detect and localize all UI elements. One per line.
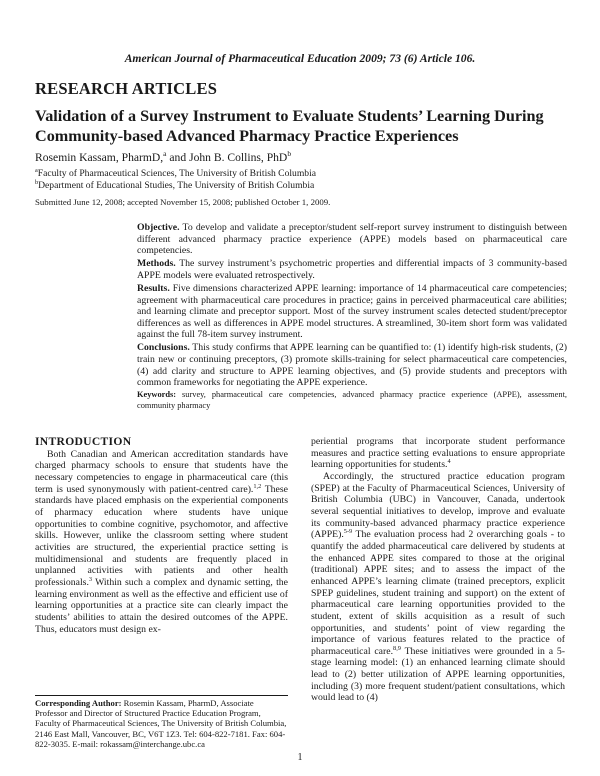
corresponding-author-note: Corresponding Author: Rosemin Kassam, PharmD, Associate Professor and Director of Structured Practice Education Program, Faculty of Pharmaceutical Sciences, The University of British Columbia, 2146 East Mall, Vancouver, BC, V6T 1Z3. Tel: 604-822-7181. Fax: 604-822-3035. E-mail: rokassam@interchange.ubc.ca: [35, 698, 287, 749]
author-2-name: John B. Collins, PhD: [189, 151, 288, 164]
intro-paragraph-1: Both Canadian and American accreditation standards have charged pharmacy schools to ensure that students have the necessary competencies to engage in pharmaceutical care (this term is used synonymously with patient-centred care).$^{1,2}$ These standards have placed emphasis on the experiential components of pharmacy education where students have unique opportunities to combine cognitive, psychomotor, and affective skills. However, unlike the classroom setting where student activities are structured, the experiential practice setting is multidimensional and students are frequently placed in unplanned activities with patients and other health professionals.$^3$ Within such a complex and dynamic setting, the learning environment as well as the effective and efficient use of learning opportunities at a practice site can clearly impact the students’ abilities to attain the desired outcomes of the APPE. Thus, educators must design ex-: [35, 448, 288, 635]
abstract-objective: Objective. To develop and validate a preceptor/student self-report survey instrument to distinguish between different advanced pharmacy practice experience (APPE) models based on pharmaceutical care competencies.: [137, 222, 567, 257]
left-column: [35, 436, 288, 635]
section-heading: RESEARCH ARTICLES: [35, 79, 218, 98]
page-number: 1: [297, 752, 303, 763]
running-head: American Journal of Pharmaceutical Education 2009; 73 (6) Article 106.: [124, 52, 476, 65]
introduction-heading: INTRODUCTION: [35, 435, 132, 448]
abstract-conclusions: Conclusions. This study confirms that APPE learning can be quantified to: (1) identify high-risk students, (2) train new or continuing preceptors, (3) promote skills-training for select pharmaceutical care competencies, (4) add clarity and structure to APPE learning objectives, and (5) provide students and preceptors with common frameworks for negotiating the APPE experience.: [137, 342, 567, 389]
author-line: [35, 151, 291, 164]
submission-dates: Submitted June 12, 2008; accepted November 15, 2008; published October 1, 2009.: [35, 197, 331, 207]
intro-paragraph-1-continued: periential programs that incorporate student performance measures and practice setting evaluations to ensure appropriate learning opportunities for students.$^4$: [311, 436, 565, 471]
abstract-methods: Methods. The survey instrument’s psychometric properties and differential impacts of 3 community-based APPE models were evaluated retrospectively.: [137, 258, 567, 281]
affiliation-a: $^a$Faculty of Pharmaceutical Sciences, The University of British Columbia: [35, 166, 317, 179]
affiliation-b: $^b$Department of Educational Studies, The University of British Columbia: [35, 178, 315, 191]
abstract-results: Results. Five dimensions characterized APPE learning: importance of 14 pharmaceutical care competencies; agreement with pharmaceutical care procedures in practice; gains in perceived pharmaceutical care abilities; and learning climate and preceptor support. Most of the survey instrument scales detected student/preceptor differences as well as differences in APPE model structures. A streamlined, 30-item short form was validated against the full 78-item survey instrument.: [137, 282, 567, 341]
abstract: [137, 222, 567, 413]
intro-paragraph-2: Accordingly, the structured practice education program (SPEP) at the Faculty of Pharmaceutical Sciences, University of British Columbia (UBC) in Vancouver, Canada, undertook several sequential initiatives to develop, improve and evaluate its community-based advanced pharmacy practice experience (APPE).$^{5-9}$ The evaluation process had 2 overarching goals - to quantify the added pharmaceutical care delivered by students at the enhanced APPE sites compared to those at the original (traditional) APPE sites; and to assess the impact of the enhanced APPE’s learning climate (trained preceptors, explicit SPEP guidelines, student training and support) on the extent of pharmaceutical care learning opportunities provided to the student, extent of skills acquisition as a result of such opportunities, and students’ point of view regarding the importance of various features related to the practice of pharmaceutical care.$^{8,9}$ These initiatives were grounded in a 5-stage learning model: (1) an enhanced learning climate should lead to (2) better utilization of APPE learning opportunities, including (3) more frequent student/patient consultations, which would lead to (4): [311, 470, 565, 704]
footnote-divider: [35, 695, 288, 696]
author-2-affil-mark: b: [287, 149, 292, 159]
author-separator: and: [166, 151, 190, 164]
article-title: Validation of a Survey Instrument to Evaluate Students’ Learning During Community-based Advanced Pharmacy Practice Experiences: [35, 107, 544, 145]
right-column: [311, 436, 565, 704]
author-1-name: Rosemin Kassam, PharmD,: [35, 151, 164, 164]
abstract-keywords: Keywords: survey, pharmaceutical care competencies, advanced pharmacy practice experience (APPE), assessment, community pharmacy: [137, 390, 567, 410]
author-1-affil-mark: a: [163, 149, 167, 159]
